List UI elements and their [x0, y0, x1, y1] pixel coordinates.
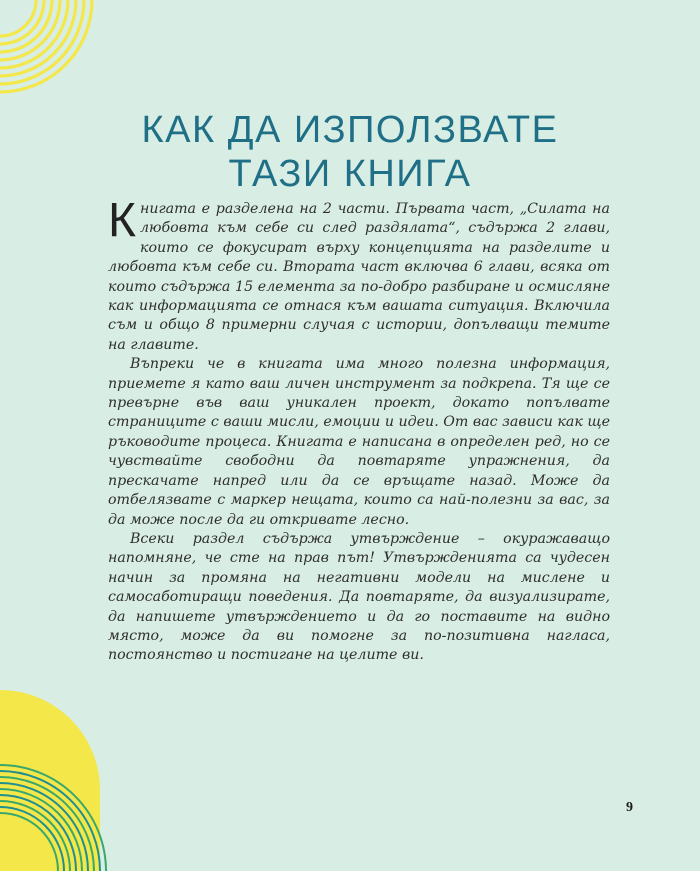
paragraph-1-text: нигата е разделена на 2 части. Първата част, „Силата на любовта към себе си след раздялата“, съдържа 2 глави, които се фокусират върху концепцията на разделите и любовта към себе си. Втората част включва 6 глави, всяка от които съдържа 15 елемента за по-добро разбиране и осмисляне как информацията се отнася към вашата ситуация. Включила съм и общо 8 примерни случая с истории, допълващи темите на главите.	[108, 201, 610, 353]
drop-cap: К	[108, 194, 136, 247]
bottom-left-yellow-arch	[0, 690, 100, 871]
body-text	[108, 194, 610, 666]
page-title-line-1: КАК ДА ИЗПОЛЗВАТЕ	[141, 109, 559, 151]
page-number: 9	[626, 800, 633, 815]
page-title-line-2: ТАЗИ КНИГА	[228, 153, 472, 195]
top-left-arcs	[0, 0, 92, 92]
paragraph-1	[108, 194, 610, 355]
paragraph-3: Всеки раздел съдържа утвърждение – окуражаващо напомняне, че сте на прав път! Утвържденията са чудесен начин за промяна на негативни модели на мислене и самосаботиращи поведения. Да повтаряте, да визуализирате, да напишете утвърждението и да го поставите на видно място, може да ви помогне за по-позитивна нагласа, постоянство и постигане на целите ви.	[108, 530, 610, 664]
paragraph-2: Въпреки че в книгата има много полезна информация, приемете я като ваш личен инструмент за подкрепа. Тя ще се превърне във ваш уникален проект, докато попълвате страниците с ваши мисли, емоции и идеи. От вас зависи как ще ръководите процеса. Книгата е написана в определен ред, но се чувствайте свободни да повтаряте упражнения, да прескачате напред или да се връщате назад. Може да отбелязвате с маркер нещата, които са най-полезни за вас, за да може после да ги откривате лесно.	[108, 356, 610, 528]
